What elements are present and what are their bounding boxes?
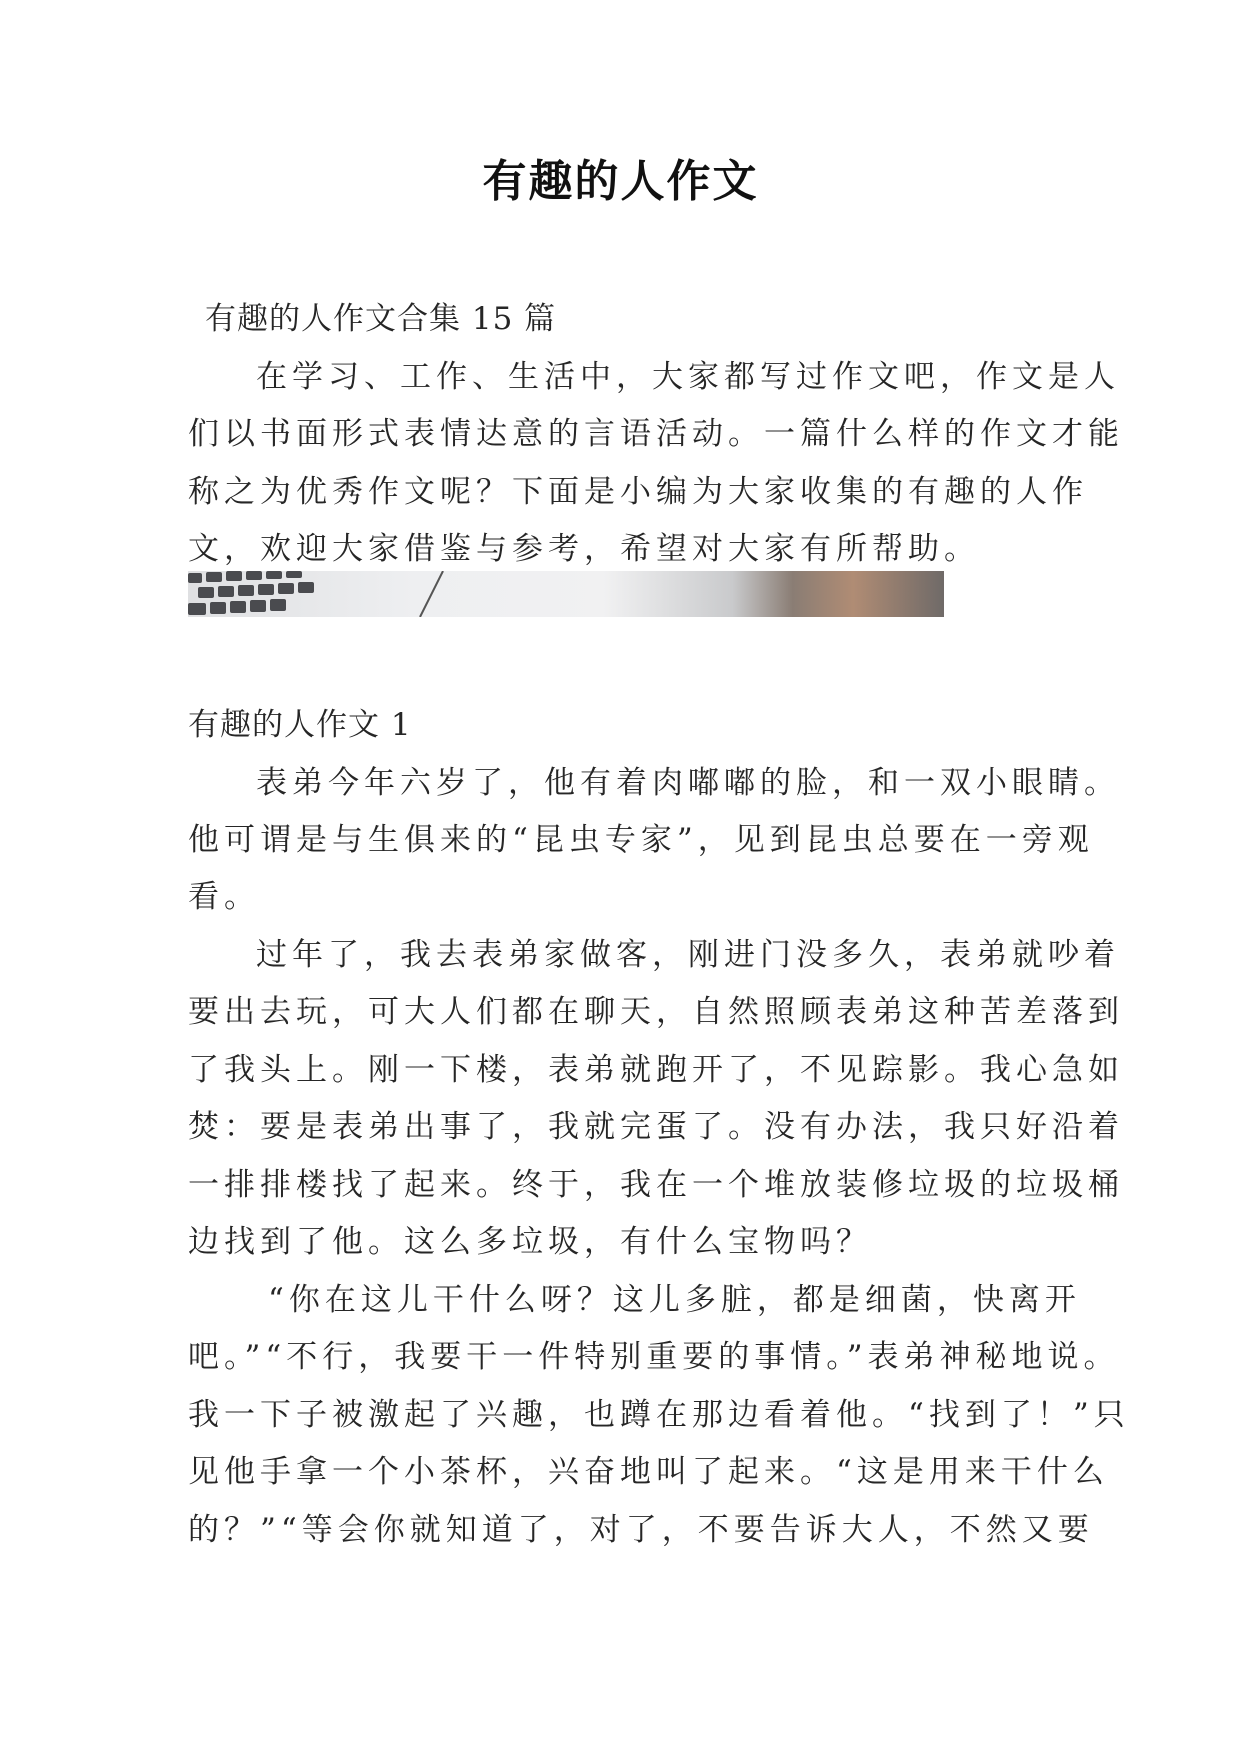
- essay-heading: 有趣的人作文 1: [188, 707, 412, 743]
- essay-line: 了我头上。刚一下楼，表弟就跑开了，不见踪影。我心急如: [188, 1052, 1124, 1088]
- intro-line: 们以书面形式表情达意的言语活动。一篇什么样的作文才能: [188, 416, 1124, 452]
- essay-line: 表弟今年六岁了，他有着肉嘟嘟的脸，和一双小眼睛。: [256, 765, 1120, 801]
- essay-line: 的？”“等会你就知道了，对了，不要告诉大人，不然又要: [188, 1512, 1094, 1548]
- keyboard-illustration: [188, 571, 944, 617]
- keyboard-banner-image: [188, 571, 944, 617]
- page-title: 有趣的人作文: [482, 156, 759, 207]
- essay-line: 边找到了他。这么多垃圾，有什么宝物吗？: [188, 1224, 872, 1260]
- essay-line: 吧。”“不行，我要干一件特别重要的事情。”表弟神秘地说。: [188, 1339, 1120, 1375]
- intro-line: 文，欢迎大家借鉴与参考，希望对大家有所帮助。: [188, 531, 980, 567]
- essay-line: 要出去玩，可大人们都在聊天，自然照顾表弟这种苦差落到: [188, 994, 1124, 1030]
- essay-line: 焚：要是表弟出事了，我就完蛋了。没有办法，我只好沿着: [188, 1109, 1124, 1145]
- essay-line: “你在这儿干什么呀？这儿多脏，都是细菌，快离开: [268, 1282, 1081, 1318]
- intro-line: 称之为优秀作文呢？下面是小编为大家收集的有趣的人作: [188, 474, 1088, 510]
- essay-line: 见他手拿一个小茶杯，兴奋地叫了起来。“这是用来干什么: [188, 1454, 1109, 1490]
- essay-line: 过年了，我去表弟家做客，刚进门没多久，表弟就吵着: [256, 937, 1120, 973]
- collection-subtitle: 有趣的人作文合集 15 篇: [205, 301, 557, 337]
- essay-line: 看。: [188, 879, 260, 915]
- essay-line: 一排排楼找了起来。终于，我在一个堆放装修垃圾的垃圾桶: [188, 1167, 1124, 1203]
- essay-line: 我一下子被激起了兴趣，也蹲在那边看着他。“找到了！”只: [188, 1397, 1130, 1433]
- essay-line: 他可谓是与生俱来的“昆虫专家”，见到昆虫总要在一旁观: [188, 822, 1094, 858]
- intro-line: 在学习、工作、生活中，大家都写过作文吧，作文是人: [256, 359, 1120, 395]
